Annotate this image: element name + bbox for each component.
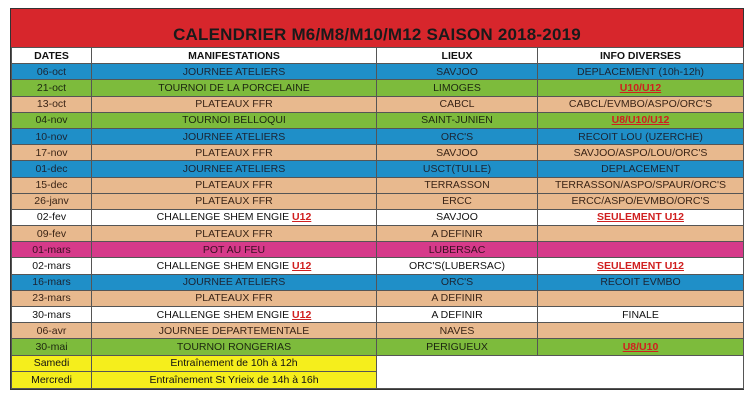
row-info: CABCL/EVMBO/ASPO/ORC'S (538, 96, 744, 112)
row-manifestation (92, 290, 377, 306)
row-lieu: SAVJOO (377, 145, 538, 161)
row-info (538, 323, 744, 339)
category-tag: U12 (292, 308, 312, 321)
training-text: Entraînement de 10h à 12h (92, 355, 377, 372)
manifestation-label: CHALLENGE SHEM ENGIE (156, 308, 290, 321)
manifestation-label: CHALLENGE SHEM ENGIE (156, 211, 290, 224)
manifestation-label: JOURNEE ATELIERS (182, 162, 286, 175)
manifestation-label: JOURNEE ATELIERS (182, 65, 286, 78)
training-day: Samedi (12, 355, 92, 372)
calendar-row (12, 161, 744, 177)
row-info: SEULEMENT U12 (538, 209, 744, 225)
row-info: DEPLACEMENT (10h-12h) (538, 64, 744, 80)
manifestation-label: JOURNEE ATELIERS (182, 130, 286, 143)
manifestation-label: PLATEAUX FFR (195, 146, 273, 159)
row-date: 01-dec (12, 161, 92, 177)
calendar-row (12, 274, 744, 290)
calendar-row (12, 307, 744, 323)
header-dates: DATES (12, 48, 92, 64)
row-manifestation (92, 258, 377, 274)
training-day: Mercredi (12, 372, 92, 389)
calendar-row (12, 323, 744, 339)
row-date: 30-mai (12, 339, 92, 355)
calendar-row (12, 339, 744, 355)
row-manifestation (92, 193, 377, 209)
row-info (538, 242, 744, 258)
row-date: 06-avr (12, 323, 92, 339)
row-manifestation (92, 161, 377, 177)
row-date: 17-nov (12, 145, 92, 161)
blank-cell (377, 355, 744, 389)
manifestation-label: PLATEAUX FFR (195, 292, 273, 305)
row-info: SEULEMENT U12 (538, 258, 744, 274)
row-lieu: CABCL (377, 96, 538, 112)
row-lieu: LUBERSAC (377, 242, 538, 258)
calendar-row (12, 209, 744, 225)
row-date: 21-oct (12, 80, 92, 96)
calendar-row (12, 193, 744, 209)
manifestation-label: JOURNEE DEPARTEMENTALE (158, 324, 310, 337)
row-info: SAVJOO/ASPO/LOU/ORC'S (538, 145, 744, 161)
header-info: INFO DIVERSES (538, 48, 744, 64)
training-row-samedi (12, 355, 744, 372)
calendar-row (12, 226, 744, 242)
row-manifestation (92, 177, 377, 193)
row-date: 09-fev (12, 226, 92, 242)
calendar-title: CALENDRIER M6/M8/M10/M12 SAISON 2018-2019 (11, 9, 743, 47)
row-manifestation (92, 274, 377, 290)
manifestation-label: PLATEAUX FFR (195, 98, 273, 111)
calendar-row (12, 128, 744, 144)
header-manifestations: MANIFESTATIONS (92, 48, 377, 64)
row-lieu: SAVJOO (377, 209, 538, 225)
manifestation-label: POT AU FEU (202, 243, 266, 256)
row-manifestation (92, 128, 377, 144)
row-manifestation (92, 80, 377, 96)
row-manifestation (92, 323, 377, 339)
row-info: TERRASSON/ASPO/SPAUR/ORC'S (538, 177, 744, 193)
row-manifestation (92, 145, 377, 161)
calendar-row (12, 96, 744, 112)
manifestation-label: PLATEAUX FFR (195, 195, 273, 208)
row-info: FINALE (538, 307, 744, 323)
calendar-sheet (10, 8, 744, 390)
row-date: 02-mars (12, 258, 92, 274)
row-info: DEPLACEMENT (538, 161, 744, 177)
row-info (538, 290, 744, 306)
row-lieu: ORC'S (377, 128, 538, 144)
row-date: 06-oct (12, 64, 92, 80)
calendar-row (12, 258, 744, 274)
category-tag: U12 (292, 260, 312, 273)
row-info (538, 226, 744, 242)
calendar-row (12, 80, 744, 96)
row-manifestation (92, 96, 377, 112)
row-info: U8/U10/U12 (538, 112, 744, 128)
category-tag: U12 (292, 211, 312, 224)
row-lieu: LIMOGES (377, 80, 538, 96)
row-lieu: A DEFINIR (377, 226, 538, 242)
row-date: 01-mars (12, 242, 92, 258)
row-lieu: ERCC (377, 193, 538, 209)
row-lieu: SAVJOO (377, 64, 538, 80)
manifestation-label: TOURNOI RONGERIAS (176, 340, 292, 353)
row-date: 13-oct (12, 96, 92, 112)
manifestation-label: TOURNOI BELLOQUI (182, 114, 286, 127)
row-lieu: A DEFINIR (377, 290, 538, 306)
row-info: RECOIT LOU (UZERCHE) (538, 128, 744, 144)
row-manifestation (92, 209, 377, 225)
row-manifestation (92, 112, 377, 128)
calendar-table (11, 47, 744, 389)
row-lieu: ORC'S(LUBERSAC) (377, 258, 538, 274)
row-lieu: NAVES (377, 323, 538, 339)
header-row (12, 48, 744, 64)
row-lieu: ORC'S (377, 274, 538, 290)
row-lieu: A DEFINIR (377, 307, 538, 323)
training-rows (12, 355, 744, 389)
row-date: 02-fev (12, 209, 92, 225)
manifestation-label: CHALLENGE SHEM ENGIE (156, 260, 290, 273)
row-info: U10/U12 (538, 80, 744, 96)
row-date: 16-mars (12, 274, 92, 290)
row-manifestation (92, 339, 377, 355)
row-date: 30-mars (12, 307, 92, 323)
row-date: 10-nov (12, 128, 92, 144)
row-manifestation (92, 64, 377, 80)
row-manifestation (92, 242, 377, 258)
row-lieu: SAINT-JUNIEN (377, 112, 538, 128)
calendar-row (12, 177, 744, 193)
row-date: 04-nov (12, 112, 92, 128)
row-info: ERCC/ASPO/EVMBO/ORC'S (538, 193, 744, 209)
row-date: 15-dec (12, 177, 92, 193)
calendar-row (12, 64, 744, 80)
manifestation-label: PLATEAUX FFR (195, 179, 273, 192)
row-lieu: PERIGUEUX (377, 339, 538, 355)
row-date: 23-mars (12, 290, 92, 306)
calendar-row (12, 290, 744, 306)
row-date: 26-janv (12, 193, 92, 209)
row-info: RECOIT EVMBO (538, 274, 744, 290)
calendar-row (12, 112, 744, 128)
manifestation-label: PLATEAUX FFR (195, 227, 273, 240)
calendar-row (12, 145, 744, 161)
row-manifestation (92, 226, 377, 242)
manifestation-label: JOURNEE ATELIERS (182, 276, 286, 289)
row-info: U8/U10 (538, 339, 744, 355)
manifestation-label: TOURNOI DE LA PORCELAINE (158, 81, 310, 94)
calendar-row (12, 242, 744, 258)
header-lieux: LIEUX (377, 48, 538, 64)
row-manifestation (92, 307, 377, 323)
training-text: Entraînement St Yrieix de 14h à 16h (92, 372, 377, 389)
calendar-rows (12, 64, 744, 355)
row-lieu: TERRASSON (377, 177, 538, 193)
row-lieu: USCT(TULLE) (377, 161, 538, 177)
